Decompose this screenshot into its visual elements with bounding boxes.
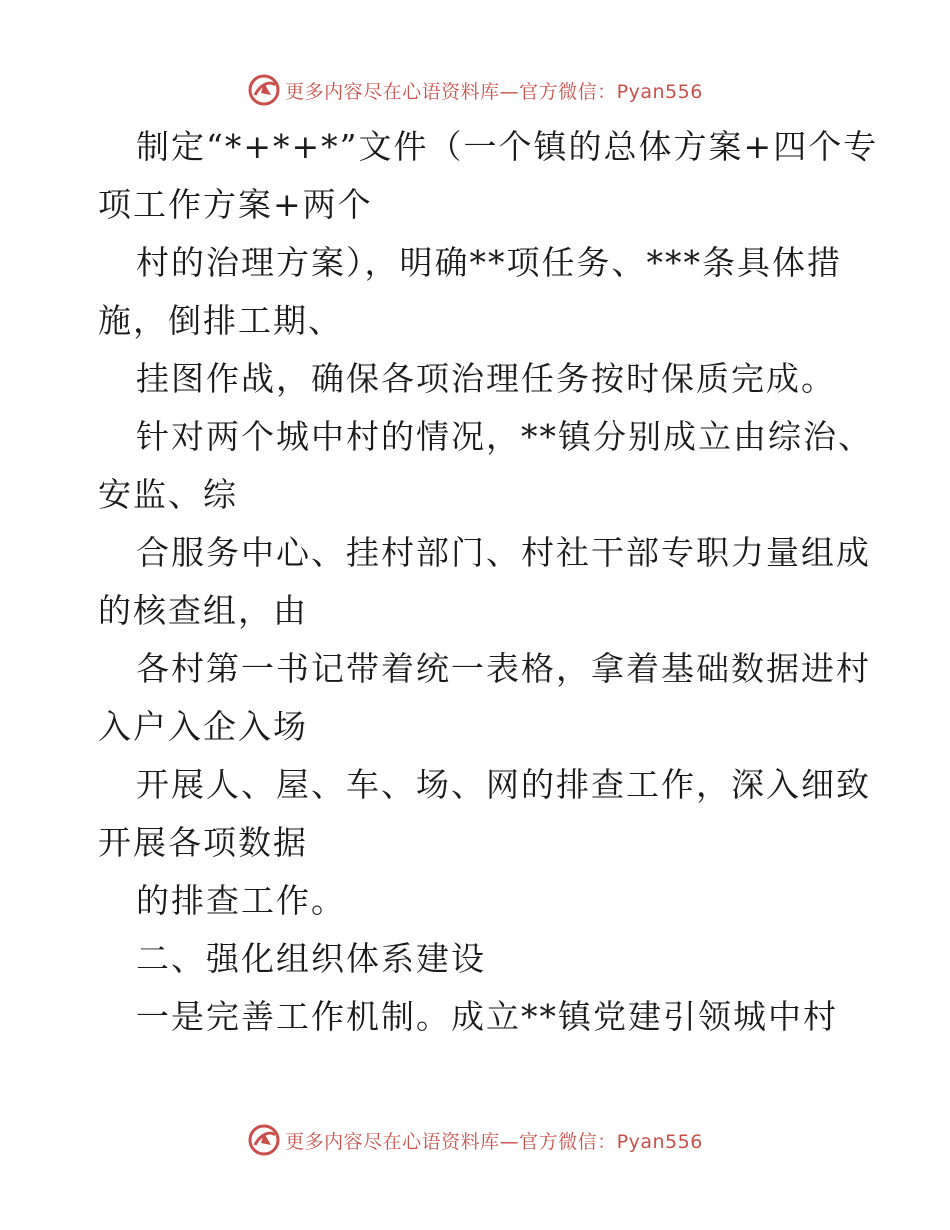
footer-banner-separator: — bbox=[499, 1130, 520, 1153]
footer-banner-text bbox=[285, 1127, 703, 1154]
header-banner-text bbox=[285, 77, 703, 104]
pen-nib-swirl-icon bbox=[247, 1123, 281, 1157]
header-banner-wechat: 官方微信：Pyan556 bbox=[519, 80, 703, 103]
body-line: 一是完善工作机制。成立**镇党建引领城中村 bbox=[136, 997, 838, 1036]
body-line: 项工作方案+两个 bbox=[98, 185, 373, 224]
body-line: 的核查组，由 bbox=[98, 591, 308, 630]
body-line: 的排查工作。 bbox=[136, 881, 346, 920]
body-line: 各村第一书记带着统一表格，拿着基础数据进村 bbox=[136, 649, 871, 688]
section-heading: 二、强化组织体系建设 bbox=[136, 939, 486, 978]
footer-banner-wechat: 官方微信：Pyan556 bbox=[519, 1130, 703, 1153]
footer-banner bbox=[0, 1120, 950, 1160]
body-line: 开展各项数据 bbox=[98, 823, 308, 862]
header-banner-separator: — bbox=[499, 80, 520, 103]
body-line: 针对两个城中村的情况，**镇分别成立由综治、 bbox=[136, 417, 873, 456]
header-banner bbox=[0, 70, 950, 110]
footer-banner-name: 更多内容尽在心语资料库 bbox=[285, 1130, 500, 1153]
pen-nib-swirl-icon bbox=[247, 73, 281, 107]
body-line: 挂图作战，确保各项治理任务按时保质完成。 bbox=[136, 359, 836, 398]
body-line: 施，倒排工期、 bbox=[98, 301, 343, 340]
body-line: 开展人、屋、车、场、网的排查工作，深入细致 bbox=[136, 765, 871, 804]
body-line: 村的治理方案），明确**项任务、***条具体措 bbox=[136, 243, 842, 282]
body-line: 制定“*+*+*”文件（一个镇的总体方案+四个专 bbox=[136, 127, 879, 166]
body-line: 入户入企入场 bbox=[98, 707, 308, 746]
body-line: 安监、综 bbox=[98, 475, 238, 514]
document-body bbox=[98, 118, 879, 1046]
body-line: 合服务中心、挂村部门、村社干部专职力量组成 bbox=[136, 533, 871, 572]
header-banner-name: 更多内容尽在心语资料库 bbox=[285, 80, 500, 103]
